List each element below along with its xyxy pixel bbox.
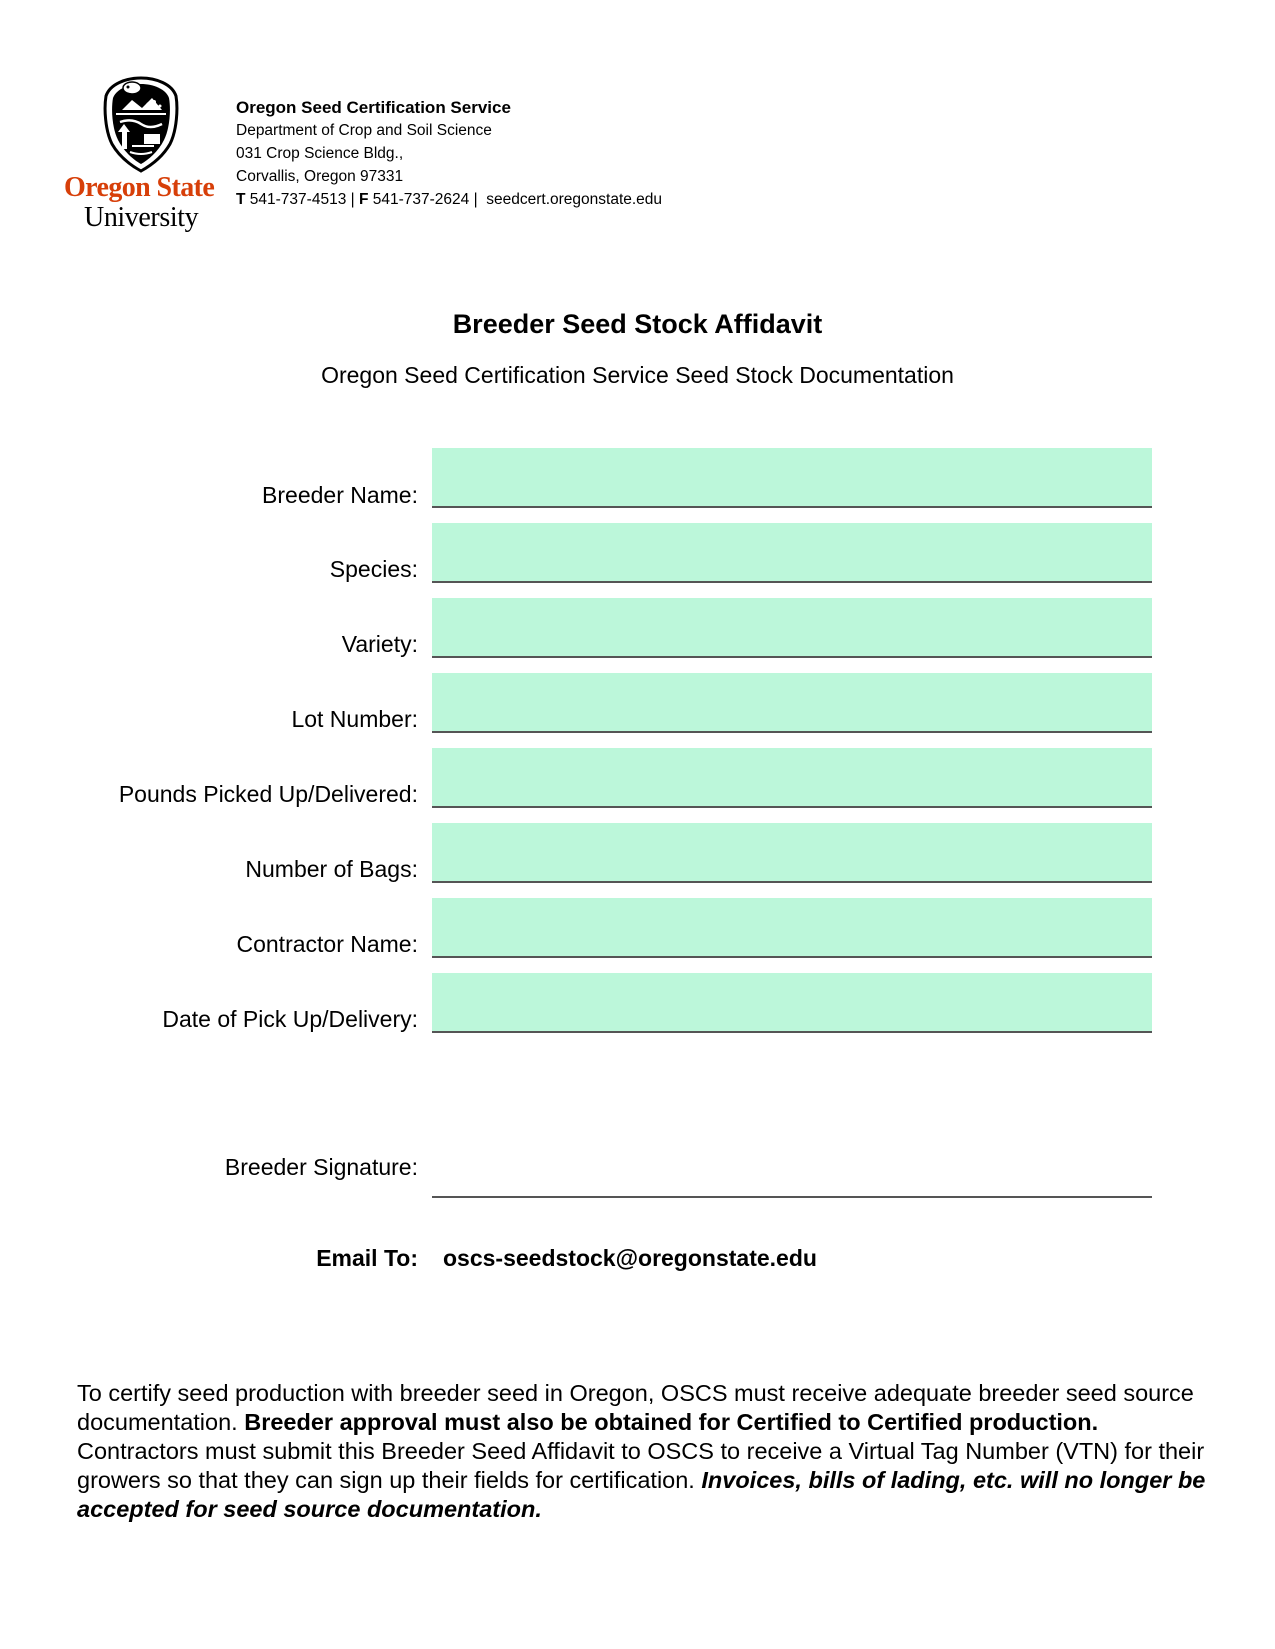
notice-paragraph — [77, 1379, 1207, 1524]
date-field[interactable] — [432, 973, 1152, 1033]
lot-number-label: Lot Number: — [291, 706, 418, 732]
osu-logo — [64, 74, 224, 234]
number-of-bags-label: Number of Bags: — [245, 856, 418, 882]
variety-field[interactable] — [432, 598, 1152, 658]
species-label: Species: — [329, 556, 418, 582]
osu-shield-icon — [102, 74, 180, 174]
phone-prefix: T — [236, 191, 246, 208]
lot-number-field[interactable] — [432, 673, 1152, 733]
breeder-name-label: Breeder Name: — [262, 482, 418, 508]
logo-text-university: University — [84, 202, 199, 233]
email-label: Email To: — [316, 1245, 418, 1271]
logo-text-oregon-state: Oregon State — [64, 172, 215, 203]
date-label: Date of Pick Up/Delivery: — [162, 1006, 418, 1032]
notice-text-1: To certify seed production with breeder seed in Oregon, OSCS must receive adequate breeder seed source documentation. — [77, 1380, 1194, 1435]
contractor-name-label: Contractor Name: — [236, 931, 418, 957]
fax-number: 541-737-2624 — [372, 191, 470, 208]
pounds-label: Pounds Picked Up/Delivered: — [118, 781, 418, 807]
notice-bold-text: Breeder approval must also be obtained for Certified to Certified production. — [244, 1409, 1099, 1435]
separator: | — [350, 191, 355, 208]
signature-label: Breeder Signature: — [224, 1154, 418, 1180]
building: 031 Crop Science Bldg., — [236, 145, 404, 162]
phone-number: 541-737-4513 — [249, 191, 347, 208]
notice-bold-italic-text: Invoices, bills of lading, etc. will no longer be accepted for seed source documentation. — [77, 1467, 1206, 1522]
signature-line[interactable] — [432, 1158, 1152, 1198]
species-field[interactable] — [432, 523, 1152, 583]
fax-prefix: F — [358, 191, 369, 208]
address-block — [236, 96, 662, 211]
variety-label: Variety: — [341, 631, 418, 657]
website-link[interactable]: seedcert.oregonstate.edu — [486, 191, 663, 208]
separator: | — [473, 191, 478, 208]
number-of-bags-field[interactable] — [432, 823, 1152, 883]
form-subtitle: Oregon Seed Certification Service Seed Stock Documentation — [321, 362, 954, 388]
pounds-field[interactable] — [432, 748, 1152, 808]
city: Corvallis, Oregon 97331 — [236, 168, 404, 185]
contractor-name-field[interactable] — [432, 898, 1152, 958]
email-link[interactable]: oscs-seedstock@oregonstate.edu — [443, 1245, 817, 1271]
notice-text-2: Contractors must submit this Breeder Seed Affidavit to OSCS to receive a Virtual Tag Number (VTN) for their growers so that they can sign up their fields for certification. — [77, 1438, 1205, 1493]
form-title: Breeder Seed Stock Affidavit — [452, 309, 823, 339]
org-name: Oregon Seed Certification Service — [236, 98, 511, 117]
department: Department of Crop and Soil Science — [236, 122, 492, 139]
contact-line — [236, 188, 662, 211]
breeder-name-field[interactable] — [432, 448, 1152, 508]
